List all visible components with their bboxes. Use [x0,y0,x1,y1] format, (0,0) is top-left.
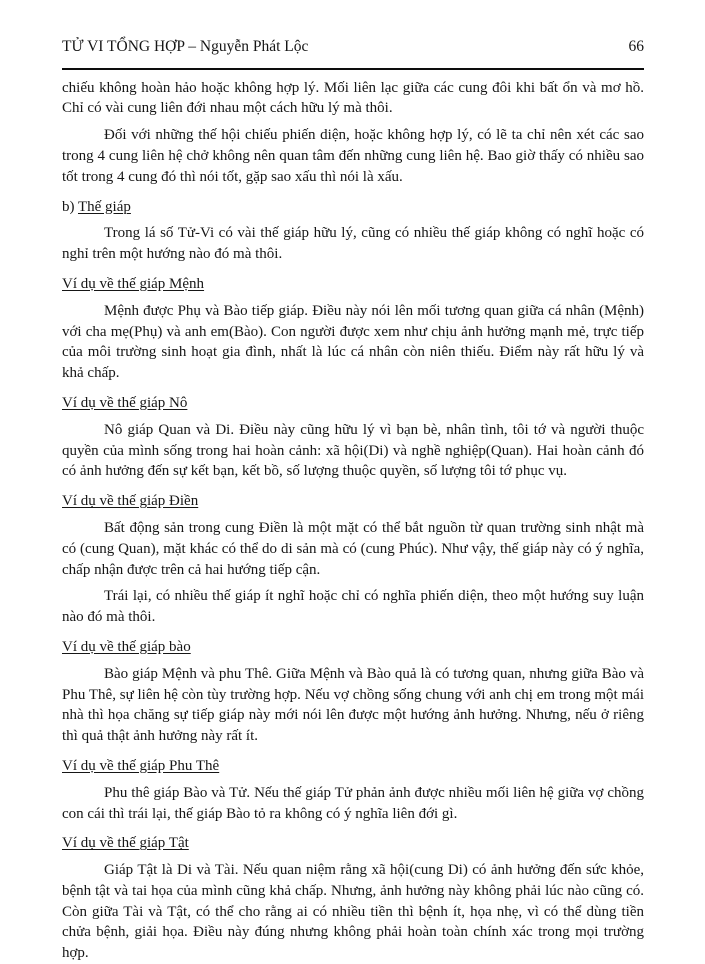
paragraph: Bất động sản trong cung Điền là một mặt có thể bắt nguồn từ quan trường sinh nhật mà có (cung Quan), mặt khác có thể do di sản mà có (cung Phúc). Như vậy, thế giáp này có ý nghĩa, chấp nhận được trên cả hai hướng tiếp cận. [62,519,644,578]
section-heading-giap-dien [62,491,644,512]
paragraph: Mệnh được Phụ và Bào tiếp giáp. Điều này nói lên mối tương quan giữa cá nhân (Mệnh) với cha mẹ(Phụ) và anh em(Bào). Con người được xem như chịu ảnh hưởng mạnh mẻ, trực tiếp của môi trường sinh hoạt gia đình, nhất là lúc cá nhân còn niên thiếu. Điểm này rất hữu lý và khả chấp. [62,302,644,382]
heading-text: Ví dụ về thế giáp Điền [62,493,199,510]
running-header [62,38,644,57]
heading-text: Ví dụ về thế giáp Nô [62,394,188,411]
paragraph-continuation: chiếu không hoàn hảo hoặc không hợp lý. Mối liên lạc giữa các cung đôi khi bất ổn và mơ hồ. Chỉ có vài cung liên đới nhau một cách hữu lý mà thôi. [62,79,644,117]
section-heading-the-giap [62,197,644,218]
heading-text: Ví dụ về thế giáp bào [62,638,191,655]
paragraph: Đối với những thế hội chiếu phiến diện, hoặc không hợp lý, có lẽ ta chỉ nên xét các sao trong 4 cung liên hệ chở không nên quan tâm đến những cung liên hệ. Bao giờ thấy có nhiều sao tốt trong 4 cung đó thì nói tốt, gặp sao xấu thì nói là xấu. [62,127,644,185]
section-heading-giap-phu-the [62,756,644,777]
paragraph: Trong lá số Tử-Vi có vài thế giáp hữu lý, cũng có nhiều thế giáp không có nghĩ hoặc có nghỉ trên một hướng nào đó mà thôi. [62,225,644,263]
section-heading-giap-bao [62,637,644,658]
heading-text: Ví dụ về thế giáp Phu Thê [62,757,220,774]
header-rule [62,68,644,70]
section-heading-giap-no [62,393,644,414]
paragraph: Bào giáp Mệnh và phu Thê. Giữa Mệnh và Bào quả là có tương quan, nhưng giữa Bào và Phu Thê, sự liên hệ còn tùy trường hợp. Nếu vợ chồng sống chung với anh chị em trong một mái nhà thì họa chăng sự tiếp giáp này mới nói lên được một hướng ảnh hưởng. Nhưng, nếu ở riêng thì quả thật ảnh hưởng này rất ít. [62,665,644,745]
heading-text: Ví dụ về thế giáp Mệnh [62,275,205,292]
heading-text: Thế giáp [77,198,131,215]
paragraph: Trái lại, có nhiều thế giáp ít nghĩ hoặc chỉ có nghĩa phiến diện, theo một hướng suy luận nào đó mà thôi. [62,588,644,626]
paragraph: Phu thê giáp Bào và Tử. Nếu thế giáp Tử phản ảnh được nhiều mối liên hệ giữa vợ chồng con cái thì trái lại, thế giáp Bào tỏ ra không có ý nghĩa liên đới gì. [62,784,644,822]
paragraph: Giáp Tật là Di và Tài. Nếu quan niệm rằng xã hội(cung Di) có ảnh hưởng đến sức khỏe, bệnh tật và tai họa của mình cũng khả chấp. Nhưng, ảnh hưởng này không phải lúc nào cũng có. Còn giữa Tài và Tật, có thể cho rằng ai có nhiều tiền thì bệnh ít, họa nhẹ, vì có thể dùng tiền chửa bệnh, giải họa. Điều này đúng nhưng không phải hoàn toàn chính xác trong mọi trường hợp. [62,862,644,962]
paragraph: Nô giáp Quan và Di. Điều này cũng hữu lý vì bạn bè, nhân tình, tôi tớ và người thuộc quyền của mình sống trong hai hoàn cảnh: xã hội(Di) và nghề nghiệp(Quan). Hai hoàn cảnh đó có ảnh hưởng đến sự kết bạn, kết bồ, số lượng thuộc quyền, số lượng tôi tớ phục vụ. [62,421,644,480]
book-title: TỬ VI TỔNG HỢP – Nguyễn Phát Lộc [62,38,309,55]
heading-prefix: b) [62,198,78,215]
section-heading-giap-menh [62,274,644,295]
document-body [62,78,644,964]
section-heading-giap-tat [62,833,644,854]
page-number: 66 [628,38,644,55]
heading-text: Ví dụ về thế giáp Tật [62,835,189,852]
